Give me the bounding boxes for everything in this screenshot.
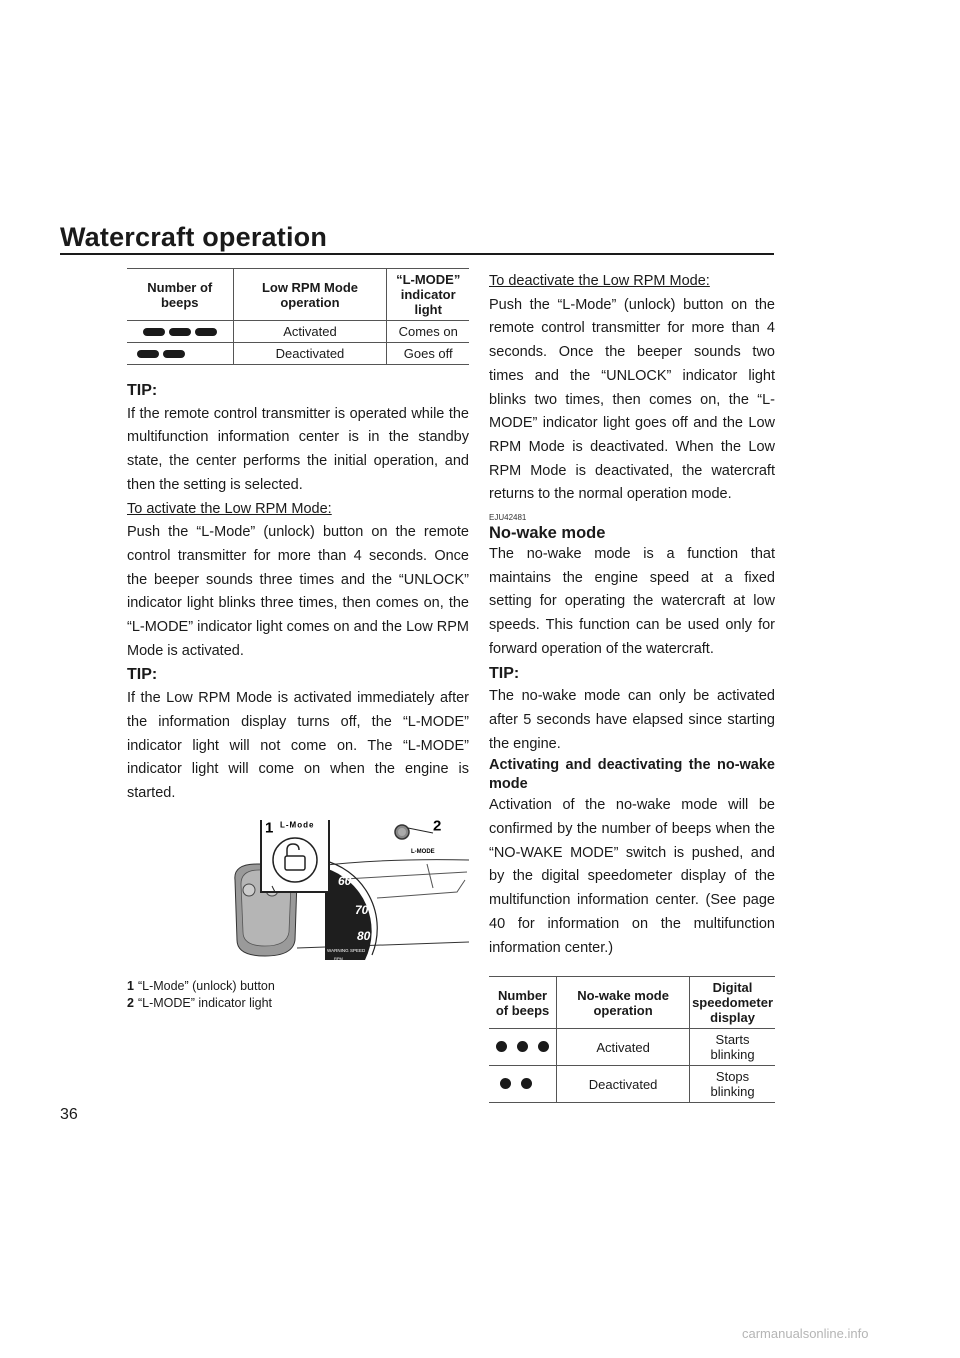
tip-text: If the remote control transmitter is operated while the multifunction information center is in the standby state, the center performs the initial operation, and then the setting is selected.: [127, 405, 469, 493]
table-cell: Deactivated: [233, 343, 387, 365]
section-heading: No-wake mode: [489, 524, 606, 543]
callout-2: 2: [433, 819, 442, 835]
no-wake-mode-table: [489, 976, 775, 1103]
table-cell: Goes off: [387, 343, 469, 365]
table-row: [127, 343, 469, 365]
right-column: [489, 270, 775, 1103]
gauge-number: 70: [355, 902, 369, 917]
table-header-cell: No-wake mode operation: [557, 977, 690, 1029]
beep-icon: [517, 1041, 528, 1052]
table-header-cell: Low RPM Mode operation: [233, 269, 387, 321]
tip-label: TIP:: [127, 666, 158, 684]
beep-icon: [496, 1041, 507, 1052]
beep-icon: [143, 328, 165, 336]
beep-icons-3: [127, 321, 233, 343]
reference-code: EJU42481: [489, 513, 527, 523]
table-header-cell: Number of beeps: [489, 977, 557, 1029]
table-header-cell: Digital speedometer display: [690, 977, 775, 1029]
beep-icons-3: [489, 1029, 557, 1066]
nowake-text: The no-wake mode is a function that maintains the engine speed at a fixed setting for operating the watercraft at low speeds. This function can be used only for forward operation of the watercraft.: [489, 546, 775, 657]
table-header-row: [489, 977, 775, 1029]
gauge-label: RPM: [334, 955, 343, 961]
figure-caption: [127, 978, 469, 1012]
table-header-cell: Number of beeps: [127, 269, 233, 321]
gauge-number: 60: [338, 873, 352, 888]
header-rule: [60, 253, 774, 255]
caption-item: 2 “L-MODE” indicator light: [127, 995, 273, 1010]
table-cell: Comes on: [387, 321, 469, 343]
table-cell: Deactivated: [557, 1066, 690, 1103]
left-column: [127, 268, 469, 1012]
table-cell: Activated: [557, 1029, 690, 1066]
callout-1: 1: [265, 819, 274, 837]
table-row: [489, 1029, 775, 1066]
table-row: [127, 321, 469, 343]
watermark: carmanualsonline.info: [742, 1326, 869, 1341]
beep-icon: [538, 1041, 549, 1052]
beep-icons-2: [489, 1066, 557, 1103]
page-number: 36: [60, 1106, 78, 1123]
table-header-row: [127, 269, 469, 321]
subheading: Activating and deactivating the no-wake mode: [489, 757, 775, 793]
beep-icon: [137, 350, 159, 358]
low-rpm-mode-table: [127, 268, 469, 365]
indicator-label: L-MODE: [411, 848, 435, 855]
caption-item: 1 “L-Mode” (unlock) button: [127, 978, 275, 993]
table-cell: Starts blinking: [690, 1029, 775, 1066]
beep-icon: [500, 1078, 511, 1089]
beep-icons-2: [127, 343, 233, 365]
lmode-figure: [127, 820, 469, 972]
tip-text: If the Low RPM Mode is activated immediately after the information display turns off, the “L-MODE” indicator light will not come on. The “L-MODE” indicator light will come on when the engine is started.: [127, 690, 469, 801]
tip-label: TIP:: [127, 382, 158, 399]
beep-icon: [521, 1078, 532, 1089]
table-cell: Stops blinking: [690, 1066, 775, 1103]
gauge-number: 80: [357, 928, 371, 943]
beep-icon: [169, 328, 191, 336]
beep-icon: [195, 328, 217, 336]
sub-text: Activation of the no-wake mode will be confirmed by the number of beeps when the “NO-WAKE MODE” switch is pushed, and by the digital speedometer display of the multifunction information center. (See page 40 for information on the multifunction information center.): [489, 797, 775, 956]
table-header-cell: “L-MODE” indicator light: [387, 269, 469, 321]
activate-text: Push the “L-Mode” (unlock) button on the remote control transmitter for more than 4 seconds. Once the beeper sounds three times and the “UNLOCK” indicator light blinks three times, then comes on, the “L-MODE” indicator light comes on and the Low RPM Mode is activated.: [127, 524, 469, 659]
table-cell: Activated: [233, 321, 387, 343]
page-header-title: Watercraft operation: [60, 222, 328, 252]
table-row: [489, 1066, 775, 1103]
deactivate-heading: To deactivate the Low RPM Mode:: [489, 273, 710, 289]
beep-icon: [163, 350, 185, 358]
button-label: L-Mode: [280, 820, 315, 830]
tip-label: TIP:: [489, 664, 520, 682]
gauge-label: SPEED: [350, 947, 366, 953]
gauge-label: WARNING: [327, 947, 349, 953]
deactivate-text: Push the “L-Mode” (unlock) button on the remote control transmitter for more than 4 seconds. Once the beeper sounds two times and the “UNLOCK” indicator light blinks two times, then comes on, the “L-MODE” indicator light goes off and the Low RPM Mode is deactivated. When the Low RPM Mode is deactivated, the watercraft returns to the normal operation mode.: [489, 296, 775, 503]
activate-heading: To activate the Low RPM Mode:: [127, 500, 332, 517]
tip-text: The no-wake mode can only be activated after 5 seconds have elapsed since starting the engine.: [489, 688, 775, 752]
lmode-illustration: [127, 820, 469, 972]
